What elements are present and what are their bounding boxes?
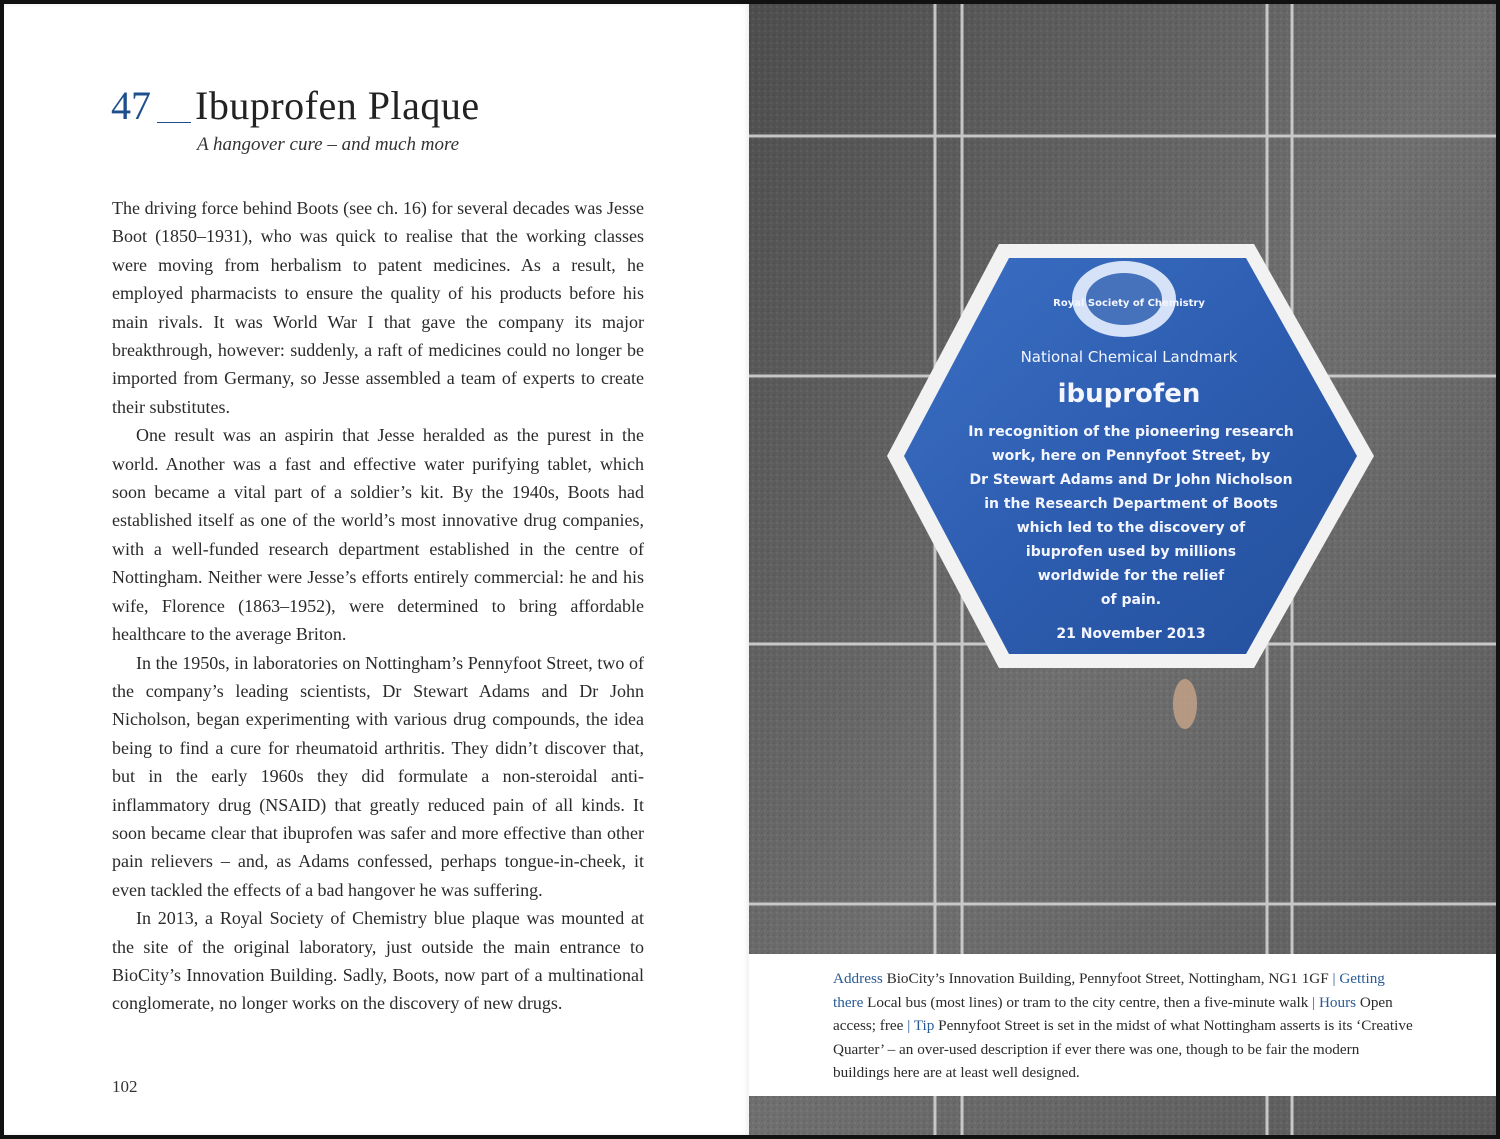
- caption-box: [749, 954, 1496, 1096]
- plaque-line: worldwide for the relief: [1037, 568, 1225, 584]
- paragraph: In the 1950s, in laboratories on Nottingham’s Pennyfoot Street, two of the company’s leading scientists, Dr Stewart Adams and Dr John Nicholson, began experimenting with various drug compounds, the idea being to find a cure for rheumatoid arthritis. They didn’t discover that, but in the early 1960s they did formulate a non-steroidal anti-inflammatory drug (NSAID) that greatly reduced pain of all kinds. It soon became clear that ibuprofen was safer and more effective than other pain relievers – and, as Adams confessed, perhaps tongue-in-cheek, it even tackled the effects of a bad hangover he was suffering.: [112, 652, 644, 900]
- plaque-line: In recognition of the pioneering research: [968, 424, 1294, 440]
- body-text: [112, 194, 644, 1018]
- caption-hours-label: Hours: [1315, 993, 1357, 1011]
- caption-address: BioCity’s Innovation Building, Pennyfoot Street, Nottingham, NG1 1GF: [882, 970, 1333, 987]
- chapter-heading: [111, 82, 671, 162]
- plaque-line: work, here on Pennyfoot Street, by: [991, 448, 1271, 464]
- page-number: 102: [112, 1077, 138, 1096]
- chapter-rule: [157, 122, 191, 123]
- plaque-heading: National Chemical Landmark: [1020, 348, 1238, 366]
- caption-separator: |: [1332, 970, 1336, 987]
- plaque-line: ibuprofen used by millions: [1025, 544, 1237, 560]
- plaque-line: of pain.: [1100, 592, 1162, 608]
- plaque-title: ibuprofen: [1057, 379, 1201, 409]
- paragraph: The driving force behind Boots (see ch. 16) for several decades was Jesse Boot (1850–1931), who was quick to realise that the working classes were moving from herbalism to patent medicines. As a result, he employed pharmacists to ensure the quality of his products before his main rivals. It was World War I that gave the company its major breakthrough, however: suddenly, a raft of medicines could no longer be imported from Germany, so Jesse assembled a team of experts to create their substitutes.: [112, 198, 644, 417]
- paragraph: One result was an aspirin that Jesse heralded as the purest in the world. Another was a fast and effective water purifying tablet, which soon became a vital part of a soldier’s kit. By the 1940s, Boots had established itself as one of the world’s most innovative drug companies, with a well-funded research department established in the centre of Nottingham. Neither were Jesse’s efforts entirely commercial: he and his wife, Florence (1863–1952), were determined to bring affordable healthcare to the average Briton.: [112, 425, 644, 645]
- paragraph: In 2013, a Royal Society of Chemistry blue plaque was mounted at the site of the original laboratory, just outside the main entrance to BioCity’s Innovation Building. Sadly, Boots, now part of a multinational conglomerate, no longer works on the discovery of new drugs.: [112, 908, 644, 1014]
- caption-getting-there: Local bus (most lines) or tram to the city centre, then a five-minute walk: [863, 993, 1313, 1011]
- stain: [1173, 679, 1197, 729]
- chapter-number: 47: [111, 83, 151, 128]
- chapter-subtitle: A hangover cure – and much more: [197, 134, 460, 155]
- chapter-title: Ibuprofen Plaque: [195, 83, 480, 128]
- plaque-logo-text: Royal Society of Chemistry: [1053, 298, 1205, 309]
- caption-tip: Pennyfoot Street is set in the midst of what Nottingham asserts is its ‘Creative Quarter’ – an over-used description if ever there was one, though to be fair the modern buildings here are at least well designed.: [833, 1017, 1413, 1081]
- left-page: [4, 4, 749, 1135]
- caption-address-label: Address: [833, 970, 883, 987]
- caption: [833, 967, 1415, 1085]
- caption-hours: Open access; free: [833, 993, 1393, 1034]
- caption-separator: |: [907, 1017, 911, 1034]
- plaque-date: 21 November 2013: [1056, 626, 1206, 642]
- caption-getting-there-label: Getting there: [833, 970, 1385, 1011]
- caption-tip-label: Tip: [910, 1017, 935, 1034]
- plaque-line: in the Research Department of Boots: [984, 496, 1278, 512]
- caption-separator: |: [1312, 993, 1316, 1011]
- plaque-line: Dr Stewart Adams and Dr John Nicholson: [969, 472, 1293, 488]
- plaque-line: which led to the discovery of: [1016, 520, 1246, 536]
- right-page: [749, 4, 1496, 1135]
